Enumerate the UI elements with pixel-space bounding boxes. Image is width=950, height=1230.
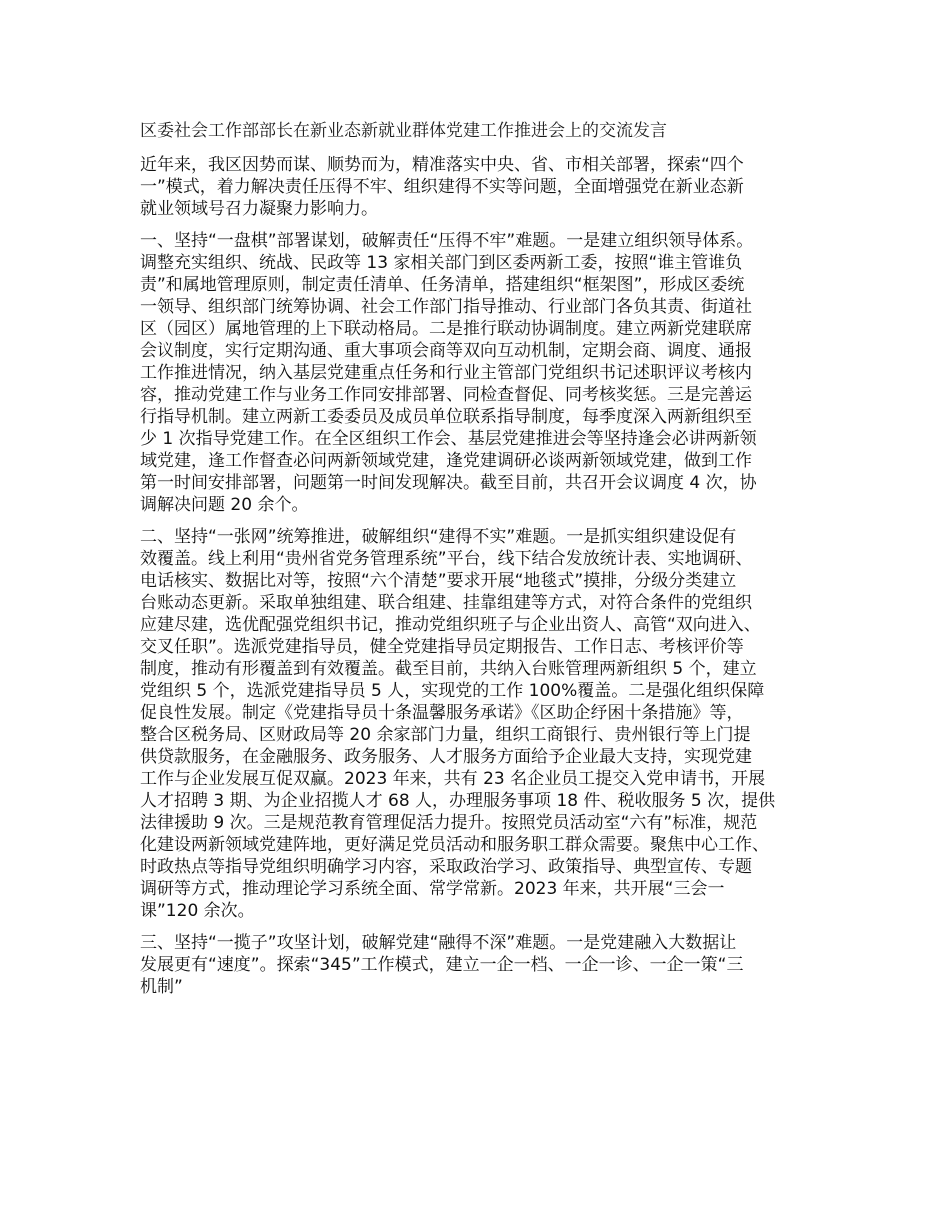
paragraph-line: 就业领域号召力凝聚力影响力。 — [140, 199, 378, 219]
paragraph-line: 第一时间安排部署，问题第一时间发现解决。截至目前，共召开会议调度 4 次，协 — [140, 473, 757, 493]
paragraph-line: 发展更有“速度”。探索“345”工作模式，建立一企一档、一企一诊、一企一策“三 — [140, 955, 744, 975]
paragraph — [140, 932, 830, 998]
paragraph-line: 时政热点等指导党组织明确学习内容，采取政治学习、政策指导、典型宣传、专题 — [140, 857, 752, 877]
paragraph-line: 调研等方式，推动理论学习系统全面、常学常新。2023 年来，共开展“三会一 — [140, 879, 725, 899]
paragraph-line: 应建尽建，选优配强党组织书记，推动党组织班子与企业出资人、高管“双向进入、 — [140, 615, 761, 635]
paragraph-line: 法律援助 9 次。三是规范教育管理促活力提升。按照党员活动室“六有”标准，规范 — [140, 813, 758, 833]
paragraph-line: 三、坚持“一揽子”攻坚计划，破解党建“融得不深”难题。一是党建融入大数据让 — [140, 933, 737, 953]
paragraph-line: 近年来，我区因势而谋、顺势而为，精准落实中央、省、市相关部署，探索“四个 — [140, 155, 744, 175]
paragraph — [140, 154, 830, 220]
document-title: 区委社会工作部部长在新业态新就业群体党建工作推进会上的交流发言 — [140, 121, 667, 141]
document-body — [140, 154, 830, 998]
paragraph-line: 一、坚持“一盘棋”部署谋划，破解责任“压得不牢”难题。一是建立组织领导体系。 — [140, 231, 754, 251]
paragraph-line: 促良性发展。制定《党建指导员十条温馨服务承诺》《区助企纾困十条措施》等， — [140, 703, 744, 723]
paragraph-line: 工作与企业发展互促双赢。2023 年来，共有 23 名企业员工提交入党申请书，开展 — [140, 769, 766, 789]
paragraph-line: 调解决问题 20 余个。 — [140, 495, 309, 515]
paragraph-line: 域党建，逢工作督查必问两新领域党建，逢党建调研必谈两新领域党建，做到工作 — [140, 451, 752, 471]
paragraph — [140, 526, 830, 922]
paragraph-line: 责”和属地管理原则，制定责任清单、任务清单，搭建组织“框架图”，形成区委统 — [140, 275, 745, 295]
paragraph-line: 供贷款服务，在金融服务、政务服务、人才服务方面给予企业最大支持，实现党建 — [140, 747, 752, 767]
paragraph-line: 电话核实、数据比对等，按照“六个清楚”要求开展“地毯式”摸排，分级分类建立 — [140, 571, 737, 591]
paragraph-line: 区（园区）属地管理的上下联动格局。二是推行联动协调制度。建立两新党建联席 — [140, 319, 752, 339]
paragraph-line: 交叉任职”。选派党建指导员，健全党建指导员定期报告、工作日志、考核评价等 — [140, 637, 744, 657]
paragraph-line: 少 1 次指导党建工作。在全区组织工作会、基层党建推进会等坚持逢会必讲两新领 — [140, 429, 757, 449]
document-page — [140, 120, 830, 1008]
paragraph-line: 一领导、组织部门统筹协调、社会工作部门指导推动、行业部门各负其责、街道社 — [140, 297, 752, 317]
paragraph-line: 容，推动党建工作与业务工作同安排部署、同检查督促、同考核奖惩。三是完善运 — [140, 385, 752, 405]
paragraph-line: 人才招聘 3 期、为企业招揽人才 68 人，办理服务事项 18 件、税收服务 5 次，提供 — [140, 791, 776, 811]
paragraph-line: 台账动态更新。采取单独组建、联合组建、挂靠组建等方式，对符合条件的党组织 — [140, 593, 752, 613]
paragraph-line: 制度，推动有形覆盖到有效覆盖。截至目前，共纳入台账管理两新组织 5 个，建立 — [140, 659, 757, 679]
paragraph — [140, 230, 830, 516]
paragraph-line: 化建设两新领域党建阵地，更好满足党员活动和服务职工群众需要。聚焦中心工作、 — [140, 835, 769, 855]
paragraph-line: 调整充实组织、统战、民政等 13 家相关部门到区委两新工委，按照“谁主管谁负 — [140, 253, 743, 273]
paragraph-line: 课”120 余次。 — [140, 901, 255, 921]
paragraph-line: 工作推进情况，纳入基层党建重点任务和行业主管部门党组织书记述职评议考核内 — [140, 363, 752, 383]
paragraph-line: 会议制度，实行定期沟通、重大事项会商等双向互动机制，定期会商、调度、通报 — [140, 341, 752, 361]
paragraph-line: 机制” — [140, 977, 183, 997]
paragraph-line: 效覆盖。线上利用“贵州省党务管理系统”平台，线下结合发放统计表、实地调研、 — [140, 549, 753, 569]
paragraph-line: 党组织 5 个，选派党建指导员 5 人，实现党的工作 100%覆盖。二是强化组织保障 — [140, 681, 765, 701]
paragraph-line: 一”模式，着力解决责任压得不牢、组织建得不实等问题，全面增强党在新业态新 — [140, 177, 744, 197]
paragraph-line: 整合区税务局、区财政局等 20 余家部门力量，组织工商银行、贵州银行等上门提 — [140, 725, 751, 745]
paragraph-line: 行指导机制。建立两新工委委员及成员单位联系指导制度，每季度深入两新组织至 — [140, 407, 752, 427]
paragraph-line: 二、坚持“一张网”统筹推进，破解组织“建得不实”难题。一是抓实组织建设促有 — [140, 527, 737, 547]
